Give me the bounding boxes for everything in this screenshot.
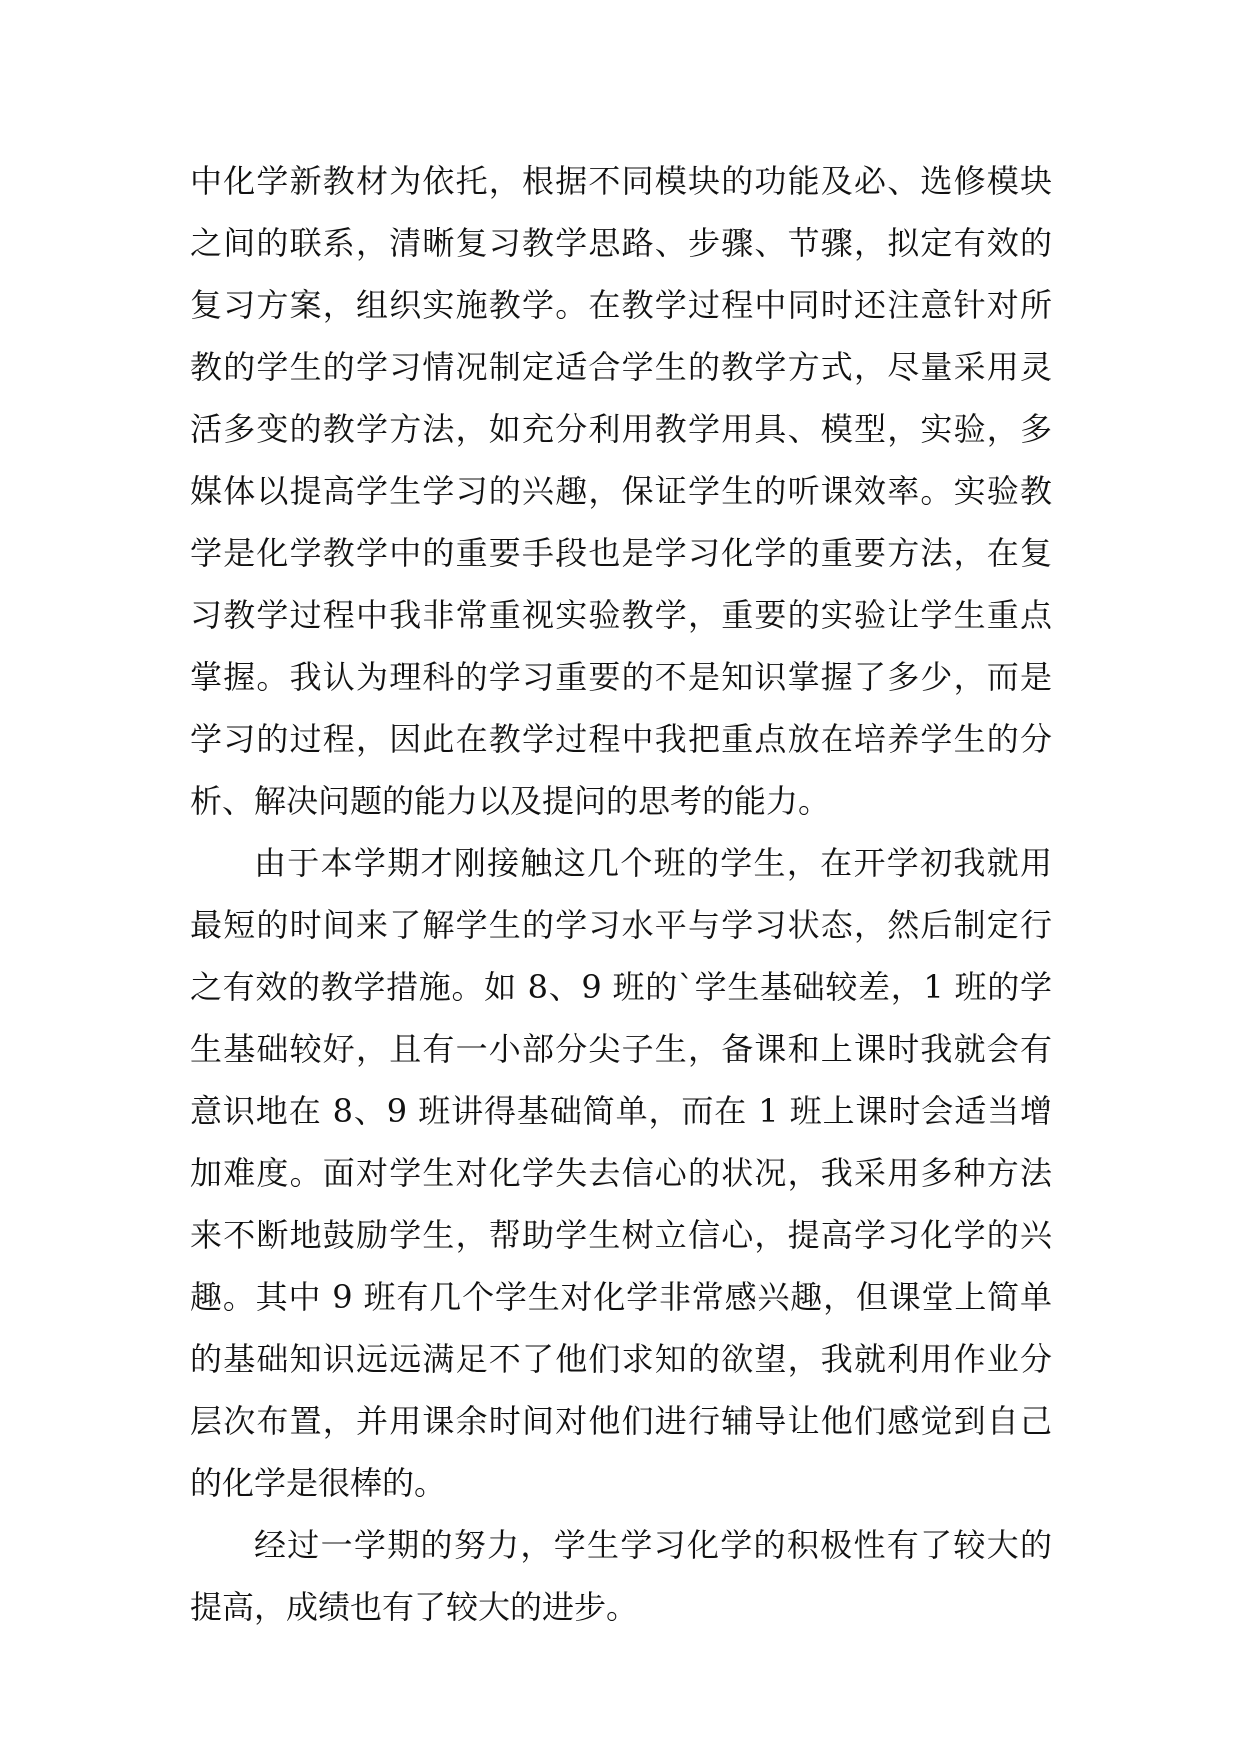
text-line: 来不断地鼓励学生，帮助学生树立信心，提高学习化学的兴 — [190, 1216, 1052, 1254]
paragraph-2 — [190, 832, 1052, 1514]
document-body — [190, 150, 1052, 1638]
text-line: 媒体以提高学生学习的兴趣，保证学生的听课效率。实验教 — [190, 472, 1052, 510]
text-line: 之间的联系，清晰复习教学思路、步骤、节骤，拟定有效的 — [190, 224, 1052, 262]
text-line: 的基础知识远远满足不了他们求知的欲望，我就利用作业分 — [190, 1340, 1052, 1378]
text-line: 复习方案，组织实施教学。在教学过程中同时还注意针对所 — [190, 286, 1052, 324]
text-line: 最短的时间来了解学生的学习水平与学习状态，然后制定行 — [190, 906, 1052, 944]
text-line: 活多变的教学方法，如充分利用教学用具、模型，实验，多 — [190, 410, 1052, 448]
paragraph-3 — [190, 1514, 1052, 1638]
text-line: 之有效的教学措施。如 8、9 班的`学生基础较差，1 班的学 — [190, 968, 1052, 1006]
paragraph-1 — [190, 150, 1052, 832]
text-line: 中化学新教材为依托，根据不同模块的功能及必、选修模块 — [190, 162, 1052, 200]
text-line: 的化学是很棒的。 — [190, 1464, 447, 1502]
text-line: 学习的过程，因此在教学过程中我把重点放在培养学生的分 — [190, 720, 1052, 758]
text-line: 教的学生的学习情况制定适合学生的教学方式，尽量采用灵 — [190, 348, 1052, 386]
text-line: 由于本学期才刚接触这几个班的学生，在开学初我就用 — [254, 844, 1052, 882]
text-line: 析、解决问题的能力以及提问的思考的能力。 — [190, 782, 831, 820]
text-line: 习教学过程中我非常重视实验教学，重要的实验让学生重点 — [190, 596, 1052, 634]
text-line: 经过一学期的努力，学生学习化学的积极性有了较大的 — [254, 1526, 1052, 1564]
text-line: 掌握。我认为理科的学习重要的不是知识掌握了多少，而是 — [190, 658, 1052, 696]
text-line: 加难度。面对学生对化学失去信心的状况，我采用多种方法 — [190, 1154, 1052, 1192]
text-line: 层次布置，并用课余时间对他们进行辅导让他们感觉到自己 — [190, 1402, 1052, 1440]
text-line: 趣。其中 9 班有几个学生对化学非常感兴趣，但课堂上简单 — [190, 1278, 1052, 1316]
text-line: 学是化学教学中的重要手段也是学习化学的重要方法，在复 — [190, 534, 1052, 572]
text-line: 意识地在 8、9 班讲得基础简单，而在 1 班上课时会适当增 — [190, 1092, 1052, 1130]
text-line: 生基础较好，且有一小部分尖子生，备课和上课时我就会有 — [190, 1030, 1052, 1068]
text-line: 提高，成绩也有了较大的进步。 — [190, 1588, 639, 1626]
